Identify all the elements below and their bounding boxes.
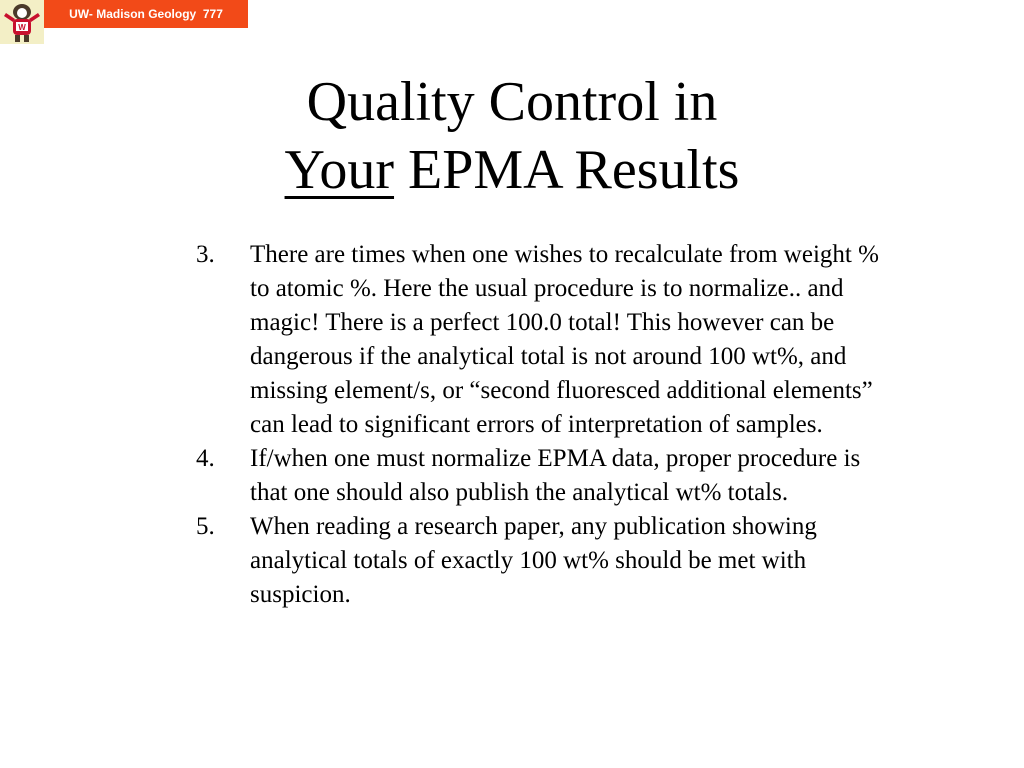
list-item [196,238,896,442]
list-item-text: If/when one must normalize EPMA data, proper procedure is that one should also publish the analytical wt% totals. [250,445,861,506]
title-line-1: Quality Control in [306,71,718,133]
badger-mascot-icon [0,0,44,44]
slide-title [0,68,1024,204]
list-item-number: 5. [196,513,215,540]
list-item [196,510,896,612]
svg-text:W: W [18,23,26,32]
list-item-number: 4. [196,445,215,472]
title-line-2 [0,136,1024,204]
list-item-number: 3. [196,241,215,268]
numbered-list [196,238,896,612]
list-item-text: There are times when one wishes to recalculate from weight % to atomic %. Here the usual procedure is to normalize.. and magic! There is a perfect 100.0 total! This however can be dangerous if the analytical total is not around 100 wt%, and missing element/s, or “second fluoresced additional elements” can lead to significant errors of interpretation of samples. [250,241,879,438]
list-item-text: When reading a research paper, any publication showing analytical totals of exactly 100 wt% should be met with suspicion. [250,513,817,608]
title-line-2-rest: EPMA Results [394,139,740,201]
list-item [196,442,896,510]
course-badge: UW- Madison Geology 777 [44,0,248,28]
title-underlined-word: Your [284,139,395,201]
